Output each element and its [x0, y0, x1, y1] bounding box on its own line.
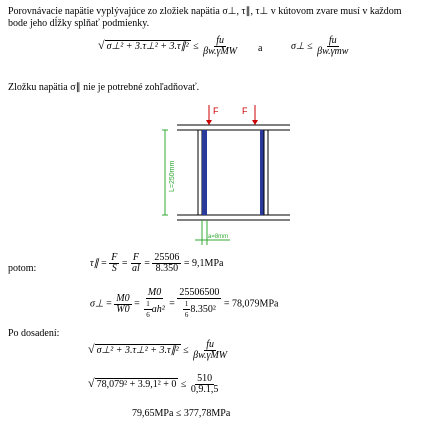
substitution-den: βw.γMW: [193, 350, 228, 361]
substitution-label: Po dosadení:: [8, 328, 60, 339]
leq-symbol-2: ≤: [307, 40, 313, 52]
weld-label: a=8mm: [208, 234, 229, 240]
tau-lhs: τ∥: [90, 257, 99, 269]
substitution-root: σ⊥² + 3.τ⊥² + 3.τ∥²: [96, 344, 179, 356]
calc-label: potom:: [8, 263, 37, 274]
note-text: Zložku napätia σ∥ nie je potrebné zohľadňovať.: [8, 82, 200, 93]
force-arrowhead-1: [206, 120, 212, 125]
condition-root: σ⊥² + 3.τ⊥² + 3.τ∥²: [106, 40, 189, 52]
left-web: [198, 130, 202, 215]
tau-frac1-num: F: [111, 252, 118, 263]
left-weld: [202, 130, 207, 215]
sig-frac2-num: M0: [147, 287, 162, 298]
tau-frac3-den: 8.350: [155, 263, 179, 274]
tau-equation: τ∥ = $\frac{F}{S}$ = $\frac{F}{al}$ = $\frac{25506}{8.350}$ = 9,1MPa: [90, 252, 224, 274]
sig-frac1-den: W0: [116, 303, 130, 315]
substitution-num: fu: [206, 339, 214, 350]
length-label: L=250mm: [169, 160, 176, 192]
sigma-result: = 78,079MPa: [223, 298, 279, 310]
force-arrowhead-2: [252, 120, 258, 125]
sig-frac3-den-b: 6: [184, 311, 189, 319]
final-result: 79,65MPa ≤ 377,78MPa: [132, 408, 231, 419]
sig-frac2-den-a: 1: [146, 300, 150, 308]
sig-frac1-num: M0: [116, 292, 130, 304]
fraction-numerator-2: fu: [328, 35, 337, 46]
sigma-lhs: σ⊥: [90, 298, 104, 310]
sig-frac3-den-a: 1: [184, 300, 189, 308]
sigma-perp: σ⊥: [291, 40, 305, 52]
and-word: a: [258, 43, 263, 54]
numeric-fraction-num: 510: [197, 373, 213, 384]
fraction-denominator: βw.γMW: [203, 46, 238, 57]
sig-frac3-num: 25506500: [179, 287, 220, 298]
right-web: [264, 130, 268, 215]
sigma-equation: σ⊥ = $\frac{M0}{W0}$ = M0 $\frac{1}{6}$ ah² = 25506500 $\frac{1}{6}$ 8.350² = 78,079MPa: [90, 287, 279, 319]
substitution-formula: √ σ⊥² + 3.τ⊥² + 3.τ∥² ≤ $\frac{fu}{\text{βw.γMW}}$: [88, 339, 228, 361]
numeric-root: 78,079² + 3.9,1² + 0: [96, 378, 177, 390]
condition-fraction-2: [315, 36, 350, 57]
sig-frac2-den-b: 6: [146, 311, 150, 319]
fraction-numerator: fu: [216, 35, 224, 46]
condition-formula: [98, 36, 239, 57]
fraction-denominator-2: βw.γmw: [317, 46, 349, 57]
tau-frac3-num: 25506: [154, 252, 180, 263]
force-label-1: F: [213, 106, 219, 116]
tau-frac2-num: F: [132, 252, 139, 263]
tau-frac1-den: S: [111, 263, 117, 274]
tau-frac2-den: al: [131, 263, 140, 274]
right-weld: [260, 130, 264, 215]
numeric-fraction-den: 0,9.1,5: [190, 384, 219, 395]
weld-figure: [150, 100, 300, 250]
tau-result: = 9,1MPa: [183, 257, 224, 269]
condition-formula-2: [291, 36, 350, 57]
intro-line-2: bode jeho dĺžky splňať podmienky.: [8, 18, 150, 29]
leq-symbol: ≤: [193, 40, 199, 52]
intro-line-1: Porovnávacie napätie vyplývajúce zo zložiek napätia σ⊥, τ∥, τ⊥ v kútovom zvare musí v každom: [8, 6, 402, 17]
sqrt-sign: √: [98, 37, 105, 52]
condition-fraction: [201, 36, 239, 57]
sig-frac3-den-c: 8.350²: [190, 303, 216, 315]
force-label-2: F: [242, 106, 248, 116]
numeric-formula: √ 78,079² + 3.9,1² + 0 ≤ $\frac{510}{0,9.1,5}$: [88, 373, 219, 395]
sig-frac2-den-c: ah²: [151, 303, 165, 315]
